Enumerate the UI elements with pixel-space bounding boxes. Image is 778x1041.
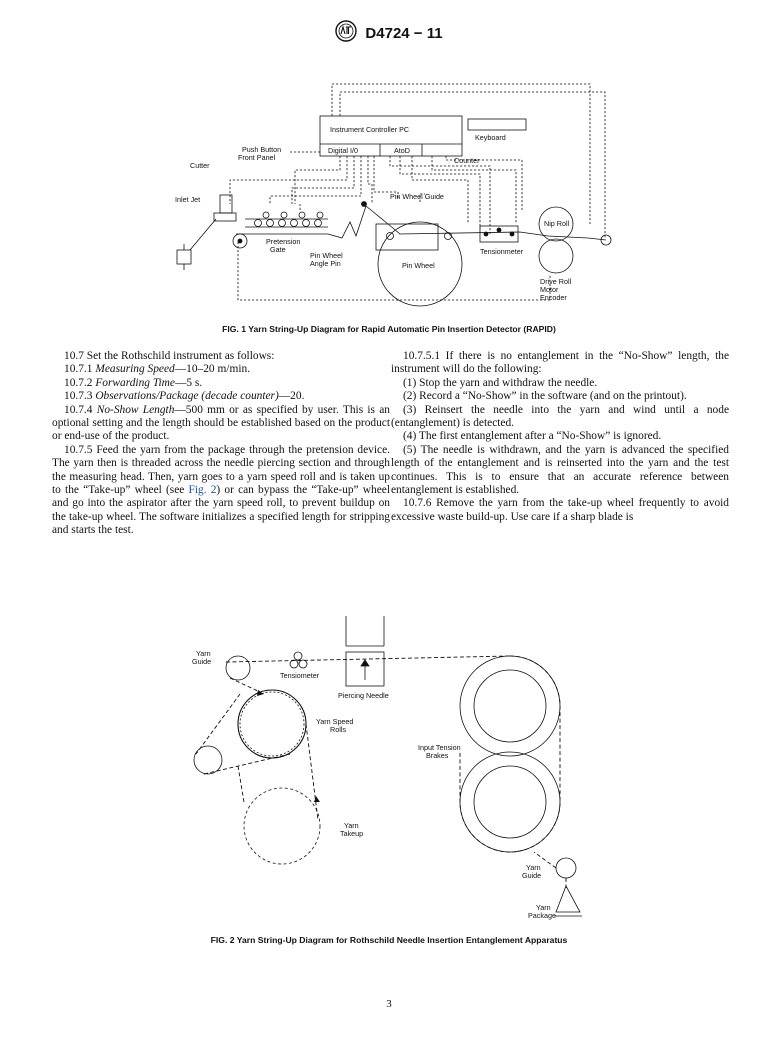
fig2-tensiometer-label: Tensiometer — [280, 671, 320, 680]
fig1-front-panel-label: Front Panel — [238, 153, 276, 162]
list-item-4: (4) The first entanglement after a “No-Show” is ignored. — [403, 430, 662, 443]
figure-2-diagram — [170, 616, 610, 931]
list-item-1: (1) Stop the yarn and withdraw the needle. — [403, 376, 598, 389]
fig2-yarn-guide-top-2: Guide — [192, 657, 212, 666]
fig1-encoder-label: Encoder — [540, 293, 567, 302]
para-10-7: 10.7 Set the Rothschild instrument as follows: — [64, 350, 275, 362]
fig1-atod-label: AtoD — [394, 146, 410, 155]
fig2-brakes-1: Input Tension — [418, 743, 461, 752]
fig1-gate-label: Gate — [270, 245, 286, 254]
list-item-5: (5) The needle is withdrawn, and the yarn is advanced the specified length of the entanglement and is reinserted into the yarn and the test continues. This is to ensure that an accurate reference between entanglement is established. — [391, 443, 729, 497]
figure-2-caption: FIG. 2 Yarn String-Up Diagram for Rothschild Needle Insertion Entanglement Apparatus — [210, 935, 568, 945]
fig1-nip-roll-label: Nip Roll — [544, 219, 570, 228]
para-10-7-2: 10.7.2 Forwarding Time—5 s. — [64, 376, 203, 389]
right-text-column — [391, 350, 729, 524]
list-item-2: (2) Record a “No-Show” in the software (and on the printout). — [403, 390, 687, 403]
fig2-speed-rolls-1: Yarn Speed — [316, 717, 354, 726]
fig2-guide-br-2: Guide — [522, 871, 542, 880]
fig1-digital-io-label: Digital I/0 — [328, 146, 358, 155]
figure-1-diagram — [150, 74, 620, 329]
fig1-keyboard-label: Keyboard — [475, 133, 506, 142]
fig2-speed-rolls-2: Rolls — [330, 725, 346, 734]
astm-logo-icon — [335, 20, 357, 47]
fig2-guide-br-1: Yarn — [526, 863, 541, 872]
para-10-7-1: 10.7.1 Measuring Speed—10–20 m/min. — [64, 363, 251, 376]
fig1-push-button-label: Push Button — [242, 145, 282, 154]
fig1-pin-wheel-angle-label: Pin Wheel — [310, 251, 343, 260]
fig2-package-2: Package — [528, 911, 556, 920]
fig1-tensionmeter-label: Tensionmeter — [480, 247, 524, 256]
fig1-angle-pin-label: Angle Pin — [310, 259, 341, 268]
page-number: 3 — [386, 998, 392, 1010]
para-10-7-6: 10.7.6 Remove the yarn from the take-up wheel frequently to avoid excessive waste build-up. Use care if a sharp blade is — [391, 497, 729, 523]
document-header — [0, 20, 778, 47]
fig1-cutter-label: Cutter — [190, 161, 210, 170]
fig2-yarn-guide-top-1: Yarn — [196, 649, 211, 658]
fig-2-link[interactable]: Fig. 2 — [188, 484, 217, 497]
para-10-7-4: 10.7.4 No-Show Length—500 mm or as specified by user. This is an optional setting and the length should be established based on the product or end-use of the product. — [52, 403, 390, 443]
left-text-column — [52, 350, 390, 538]
fig2-piercing-needle-label: Piercing Needle — [338, 691, 389, 700]
keyboard-box — [468, 119, 526, 130]
fig2-brakes-2: Brakes — [426, 751, 449, 760]
list-item-3: (3) Reinsert the needle into the yarn and wind until a node (entanglement) is detected. — [391, 403, 729, 430]
fig1-inlet-jet-label: Inlet Jet — [175, 195, 201, 204]
figure-1-caption: FIG. 1 Yarn String-Up Diagram for Rapid Automatic Pin Insertion Detector (RAPID) — [222, 324, 556, 334]
fig1-pretension-label: Pretension — [266, 237, 301, 246]
fig2-package-1: Yarn — [536, 903, 551, 912]
fig1-pin-wheel-guide-label: Pin Wheel Guide — [390, 192, 444, 201]
fig2-takeup-1: Yarn — [344, 821, 359, 830]
fig1-controller-label: Instrument Controller PC — [330, 125, 410, 134]
para-10-7-3: 10.7.3 Observations/Package (decade counter)—20. — [64, 390, 305, 403]
fig2-takeup-2: Takeup — [340, 829, 364, 838]
fig1-drive-roll-label: Drive Roll — [540, 277, 572, 286]
fig1-counter-label: Counter — [454, 156, 480, 165]
para-10-7-5-1: 10.7.5.1 If there is no entanglement in the “No-Show” length, the instrument will do the following: — [391, 350, 729, 376]
para-10-7-5: 10.7.5 Feed the yarn from the package through the pretension device. The yarn then is threaded across the needle piercing section and through the measuring head. Then, yarn goes to a yarn speed roll and is taken up to the “Take-up” wheel (see Fig. 2) or can bypass the “Take-up” wheel and go into the aspirator after the yarn speed roll, to prevent buildup on the take-up wheel. The software initializes a specified length for stripping and starts the test. — [52, 443, 390, 537]
fig1-pin-wheel-label: Pin Wheel — [402, 261, 435, 270]
fig1-motor-label: Motor — [540, 285, 559, 294]
standard-designation: D4724 − 11 — [365, 25, 443, 42]
